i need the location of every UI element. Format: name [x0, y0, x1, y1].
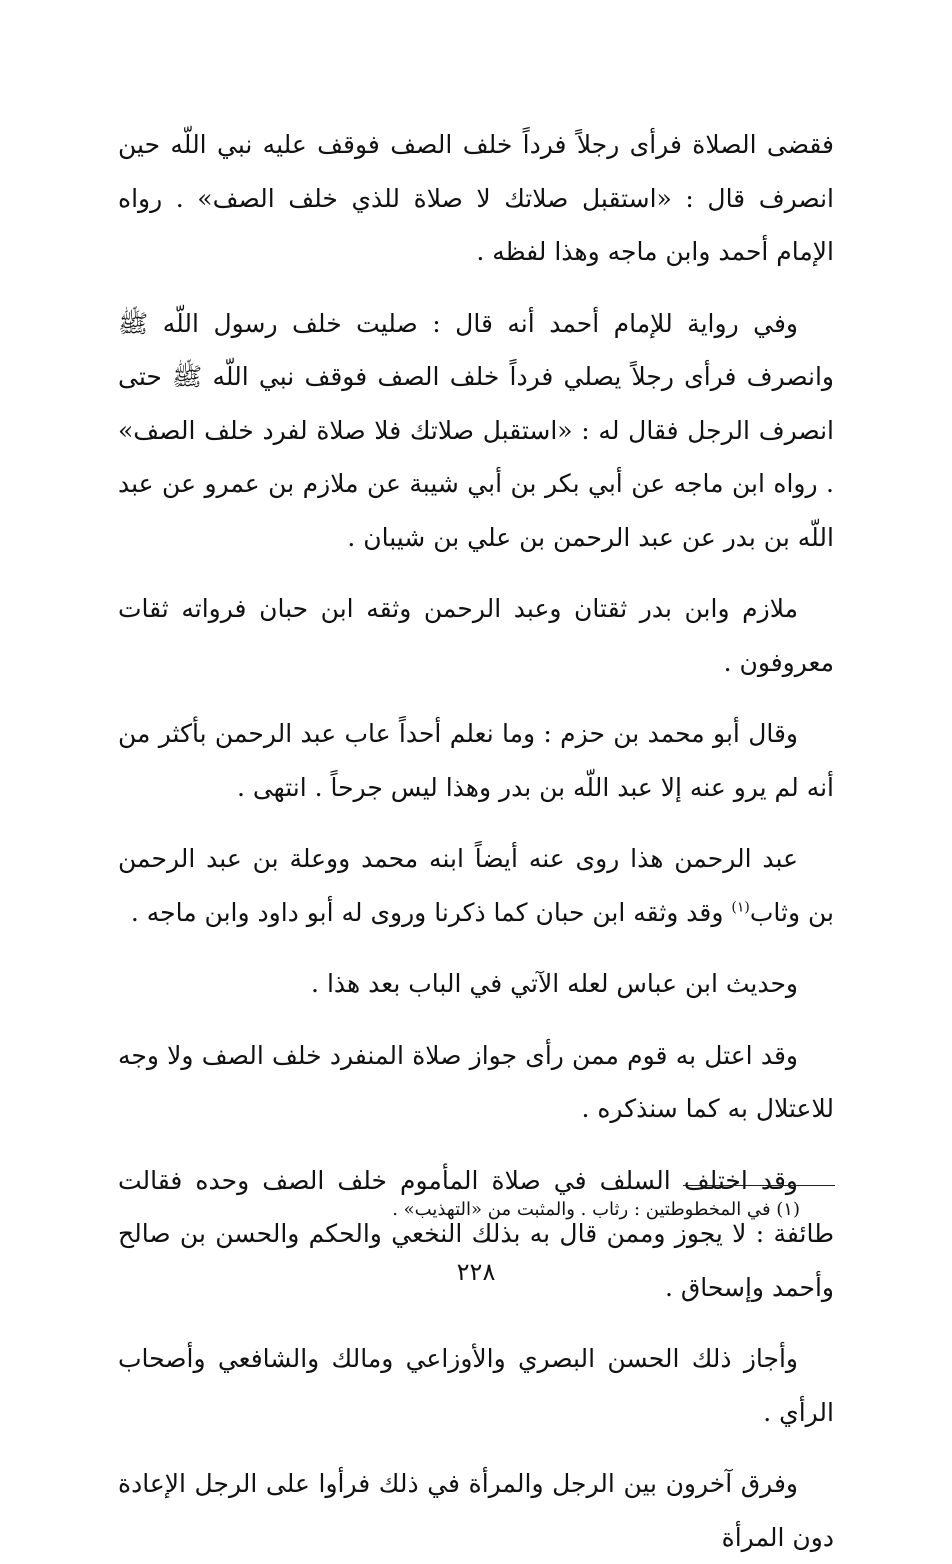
footnote: (١) في المخطوطتين : رثاب . والمثبت من «التهذيب» .	[392, 1199, 800, 1220]
main-text	[118, 118, 834, 1564]
paragraph-5	[118, 832, 834, 939]
paragraph-3: ملازم وابن بدر ثقتان وعبد الرحمن وثقه ابن حبان فرواته ثقات معروفون .	[118, 594, 834, 677]
footnote-divider	[683, 1185, 835, 1186]
paragraph-8: وقد اختلف السلف في صلاة المأموم خلف الصف وحده فقالت طائفة : لا يجوز وممن قال به بذلك النخعي والحكم والحسن بن صالح وأحمد وإسحاق .	[118, 1165, 834, 1302]
paragraph-10: وفرق آخرون بين الرجل والمرأة في ذلك فرأوا على الرجل الإعادة دون المرأة	[118, 1469, 834, 1552]
paragraph-5-text-before: عبد الرحمن هذا روى عنه أيضاً ابنه محمد ووعلة بن عبد الرحمن بن وثاب	[118, 844, 834, 927]
paragraph-6: وحديث ابن عباس لعله الآتي في الباب بعد هذا .	[311, 969, 798, 998]
footnote-reference: (١)	[731, 899, 750, 916]
paragraph-4: وقال أبو محمد بن حزم : وما نعلم أحداً عاب عبد الرحمن بأكثر من أنه لم يرو عنه إلا عبد اللّه بن بدر وهذا ليس جرحاً . انتهى .	[118, 719, 834, 802]
paragraph-5-text-after: وقد وثقه ابن حبان كما ذكرنا وروى له أبو داود وابن ماجه .	[130, 897, 732, 927]
page-number: ٢٢٨	[456, 1258, 496, 1286]
paragraph-2: وفي رواية للإمام أحمد أنه قال : صليت خلف رسول اللّه ﷺ وانصرف فرأى رجلاً يصلي فرداً خلف الصف فوقف نبي اللّه ﷺ حتى انصرف الرجل فقال له : «استقبل صلاتك فلا صلاة لفرد خلف الصف» . رواه ابن ماجه عن أبي بكر بن أبي شيبة عن ملازم بن عمرو عن عبد اللّه بن بدر عن عبد الرحمن بن علي بن شيبان .	[118, 308, 834, 552]
paragraph-1: فقضى الصلاة فرأى رجلاً فرداً خلف الصف فوقف عليه نبي اللّه حين انصرف قال : «استقبل صلاتك لا صلاة للذي خلف الصف» . رواه الإمام أحمد وابن ماجه وهذا لفظه .	[118, 130, 834, 266]
paragraph-9: وأجاز ذلك الحسن البصري والأوزاعي ومالك والشافعي وأصحاب الرأي .	[118, 1344, 834, 1427]
paragraph-7: وقد اعتل به قوم ممن رأى جواز صلاة المنفرد خلف الصف ولا وجه للاعتلال به كما سنذكره .	[118, 1040, 834, 1123]
